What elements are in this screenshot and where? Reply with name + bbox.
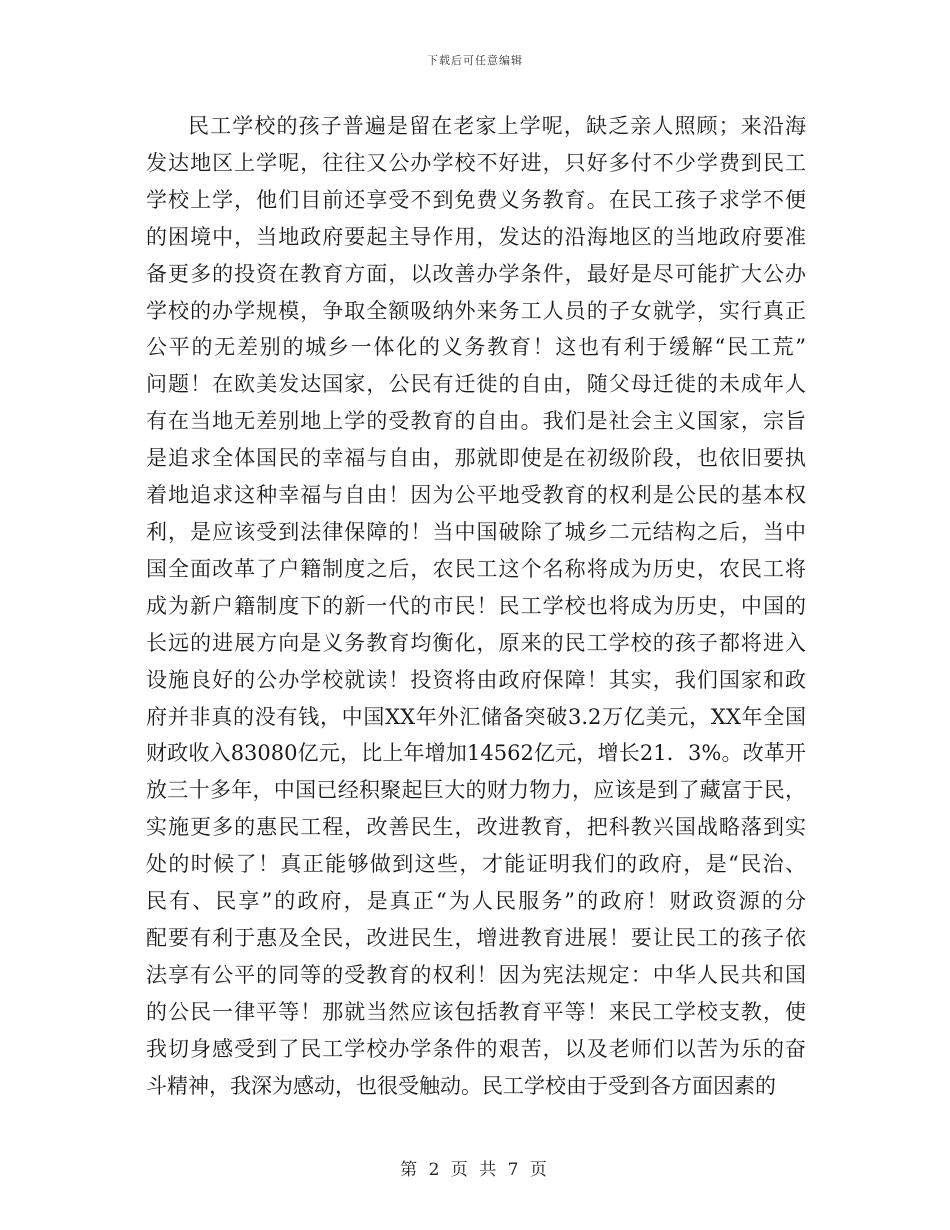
text-line: 设施良好的公办学校就读！投资将由政府保障！其实，我们国家和政 — [146, 667, 806, 692]
text-line: 学校的办学规模，争取全额吸纳外来务工人员的子女就学，实行真正 — [146, 298, 806, 323]
text-line: 府并非真的没有钱，中国XX年外汇储备突破3.2万亿美元，XX年全国 — [146, 704, 806, 729]
text-line: 斗精神，我深为感动，也很受触动。民工学校由于受到各方面因素的 — [146, 1073, 776, 1098]
text-line: 的公民一律平等！那就当然应该包括教育平等！来民工学校支教，使 — [146, 999, 806, 1024]
text-line: 公平的无差别的城乡一体化的义务教育！这也有利于缓解“民工荒” — [146, 335, 806, 360]
text-line: 学校上学，他们目前还享受不到免费义务教育。在民工孩子求学不便 — [146, 187, 806, 212]
text-line: 有在当地无差别地上学的受教育的自由。我们是社会主义国家，宗旨 — [146, 409, 806, 434]
text-line: 放三十多年，中国已经积聚起巨大的财力物力，应该是到了藏富于民， — [146, 778, 806, 803]
text-line: 国全面改革了户籍制度之后，农民工这个名称将成为历史，农民工将 — [146, 556, 806, 581]
text-line: 发达地区上学呢，往往又公办学校不好进，只好多付不少学费到民工 — [146, 150, 806, 175]
text-line: 的困境中，当地政府要起主导作用，发达的沿海地区的当地政府要准 — [146, 224, 806, 249]
text-line: 是追求全体国民的幸福与自由，那就即使是在初级阶段，也依旧要执 — [146, 446, 806, 471]
text-line: 着地追求这种幸福与自由！因为公平地受教育的权利是公民的基本权 — [146, 483, 806, 508]
page-footer: 第 2 页 共 7 页 — [400, 1160, 550, 1180]
text-line: 实施更多的惠民工程，改善民生，改进教育，把科教兴国战略落到实 — [146, 815, 806, 840]
text-line: 民工学校的孩子普遍是留在老家上学呢，缺乏亲人照顾；来沿海 — [188, 114, 806, 138]
text-line: 处的时候了！真正能够做到这些，才能证明我们的政府，是“民治、 — [146, 852, 806, 877]
text-line: 民有、民享”的政府，是真正“为人民服务”的政府！财政资源的分 — [146, 889, 806, 914]
text-line: 长远的进展方向是义务教育均衡化，原来的民工学校的孩子都将进入 — [146, 630, 806, 655]
text-line: 利，是应该受到法律保障的！当中国破除了城乡二元结构之后，当中 — [146, 519, 806, 544]
text-line: 成为新户籍制度下的新一代的市民！民工学校也将成为历史，中国的 — [146, 593, 806, 618]
page-header: 下载后可任意编辑 — [427, 54, 523, 67]
text-line: 我切身感受到了民工学校办学条件的艰苦，以及老师们以苦为乐的奋 — [146, 1036, 806, 1061]
text-line: 法享有公平的同等的受教育的权利！因为宪法规定：中华人民共和国 — [146, 962, 806, 987]
text-line: 配要有利于惠及全民，改进民生，增进教育进展！要让民工的孩子依 — [146, 925, 806, 950]
text-line: 财政收入83080亿元，比上年增加14562亿元，增长21．3%。改革开 — [146, 741, 806, 766]
text-line: 问题！在欧美发达国家，公民有迁徙的自由，随父母迁徙的未成年人 — [146, 372, 806, 397]
body-paragraph — [146, 108, 806, 1104]
text-line: 备更多的投资在教育方面，以改善办学条件，最好是尽可能扩大公办 — [146, 261, 806, 286]
